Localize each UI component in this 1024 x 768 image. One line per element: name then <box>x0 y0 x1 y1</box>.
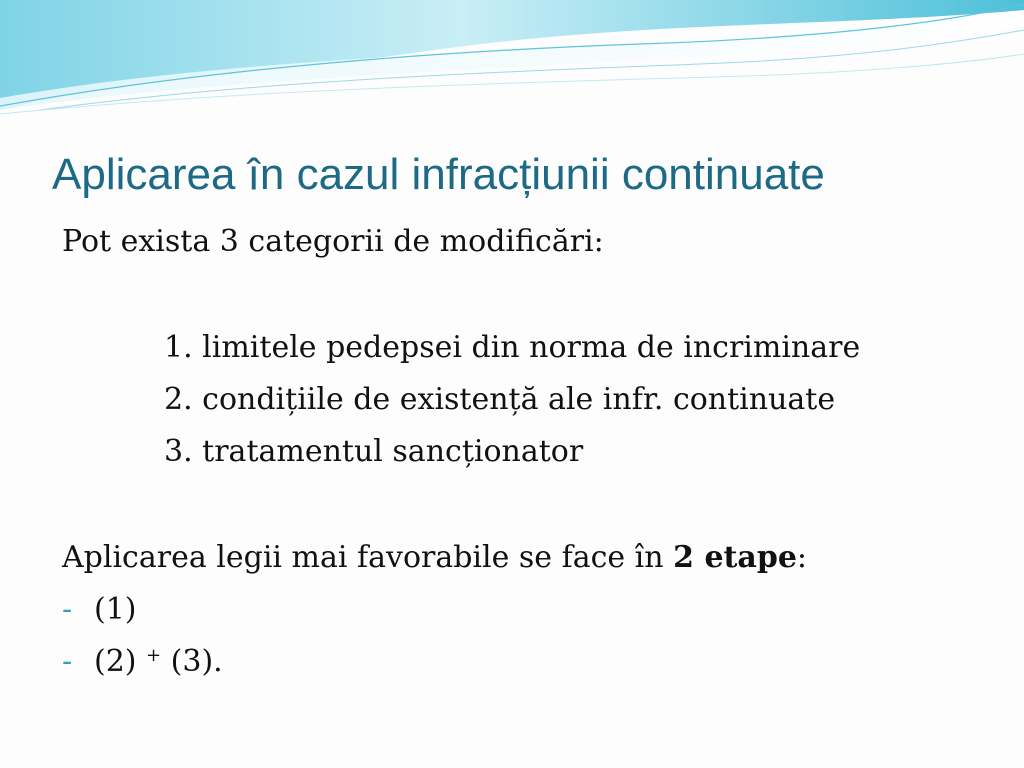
stages-text: Aplicarea legii mai favorabile se face în <box>62 540 674 575</box>
bullet-text-part: (2) <box>94 644 147 679</box>
bullet-dash-icon: - <box>62 644 73 679</box>
bullet-text: (1) <box>94 592 137 627</box>
category-item-1: 1. limitele pedepsei din norma de incriminare <box>164 330 861 365</box>
category-item-3: 3. tratamentul sancționator <box>164 434 584 469</box>
stages-paragraph <box>62 534 807 582</box>
bullet-text-part: (3). <box>161 644 223 679</box>
list-item <box>62 638 223 686</box>
stages-colon: : <box>796 540 808 575</box>
category-item-2: 2. condițiile de existență ale infr. continuate <box>164 382 836 417</box>
slide-title: Aplicarea în cazul infracțiunii continuate <box>52 150 825 199</box>
intro-text: Pot exista 3 categorii de modificări: <box>62 224 604 259</box>
stages-count: 2 etape <box>673 540 797 575</box>
decorative-wave-header <box>0 0 1024 120</box>
list-item <box>62 586 137 634</box>
bullet-plus-superscript: + <box>146 645 162 666</box>
bullet-dash-icon: - <box>62 592 73 627</box>
